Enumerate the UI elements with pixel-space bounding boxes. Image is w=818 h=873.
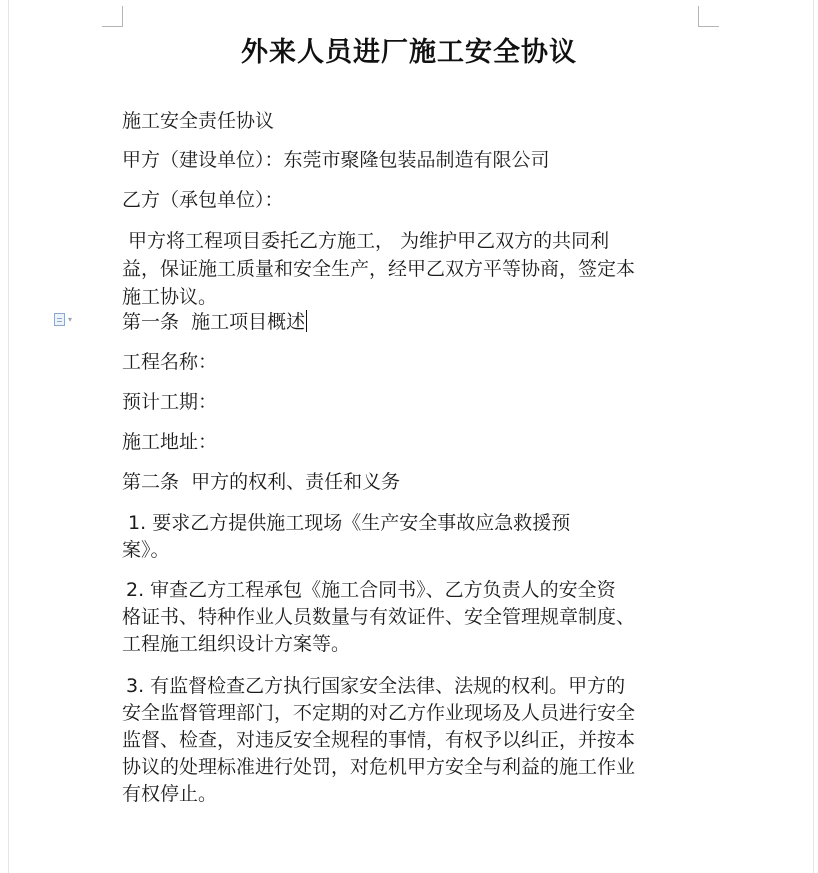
list-item-2-line-2: 格证书、特种作业人员数量与有效证件、安全管理规章制度、 bbox=[122, 606, 636, 628]
list-item-1-line-1: 1. 要求乙方提供施工现场《生产安全事故应急救援预 bbox=[122, 512, 571, 534]
text-cursor bbox=[306, 310, 307, 332]
paragraph-party-a: 甲方（建设单位）：东莞市聚隆包装品制造有限公司 bbox=[122, 149, 550, 171]
paragraph-heading: 施工安全责任协议 bbox=[122, 110, 275, 132]
paragraph-marker[interactable] bbox=[54, 313, 72, 326]
document-title: 外来人员进厂施工安全协议 bbox=[241, 37, 577, 68]
list-item-1-line-2: 案》。 bbox=[122, 539, 170, 561]
section-1-heading-text: 第一条 施工项目概述 bbox=[122, 311, 306, 333]
paragraph-party-b: 乙方（承包单位）： bbox=[122, 189, 284, 211]
paragraph-intro-line-1: 甲方将工程项目委托乙方施工， 为维护甲乙双方的共同利 bbox=[122, 230, 610, 252]
list-item-3-line-5: 有权停止。 bbox=[122, 783, 218, 805]
margin-mark-top-right bbox=[698, 6, 719, 27]
section-1-heading[interactable] bbox=[122, 309, 702, 335]
page-edge-left bbox=[8, 0, 9, 873]
chevron-down-icon: ▾ bbox=[68, 314, 73, 324]
section-2-heading: 第二条 甲方的权利、责任和义务 bbox=[122, 471, 401, 493]
list-item-3-line-1: 3. 有监督检查乙方执行国家安全法律、法规的权利。甲方的 bbox=[126, 675, 626, 697]
list-item-3-line-3: 监督、检查，对违反安全规程的事情，有权予以纠正，并按本 bbox=[122, 729, 636, 751]
field-construction-address: 施工地址： bbox=[122, 431, 218, 453]
field-estimated-duration: 预计工期： bbox=[122, 391, 218, 413]
document-icon bbox=[54, 313, 65, 326]
paragraph-intro-line-2: 益，保证施工质量和安全生产，经甲乙双方平等协商，签定本 bbox=[122, 258, 636, 280]
list-item-3-line-2: 安全监督管理部门，不定期的对乙方作业现场及人员进行安全 bbox=[122, 702, 636, 724]
field-project-name: 工程名称： bbox=[122, 351, 218, 373]
list-item-3-line-4: 协议的处理标准进行处罚，对危机甲方安全与利益的施工作业 bbox=[122, 756, 636, 778]
page-edge-right bbox=[813, 0, 814, 873]
margin-mark-top-left bbox=[102, 6, 123, 27]
paragraph-intro-line-3: 施工协议。 bbox=[122, 286, 218, 308]
list-item-2-line-3: 工程施工组织设计方案等。 bbox=[122, 633, 351, 655]
list-item-2-line-1: 2. 审查乙方工程承包《施工合同书》、乙方负责人的安全资 bbox=[126, 579, 616, 601]
